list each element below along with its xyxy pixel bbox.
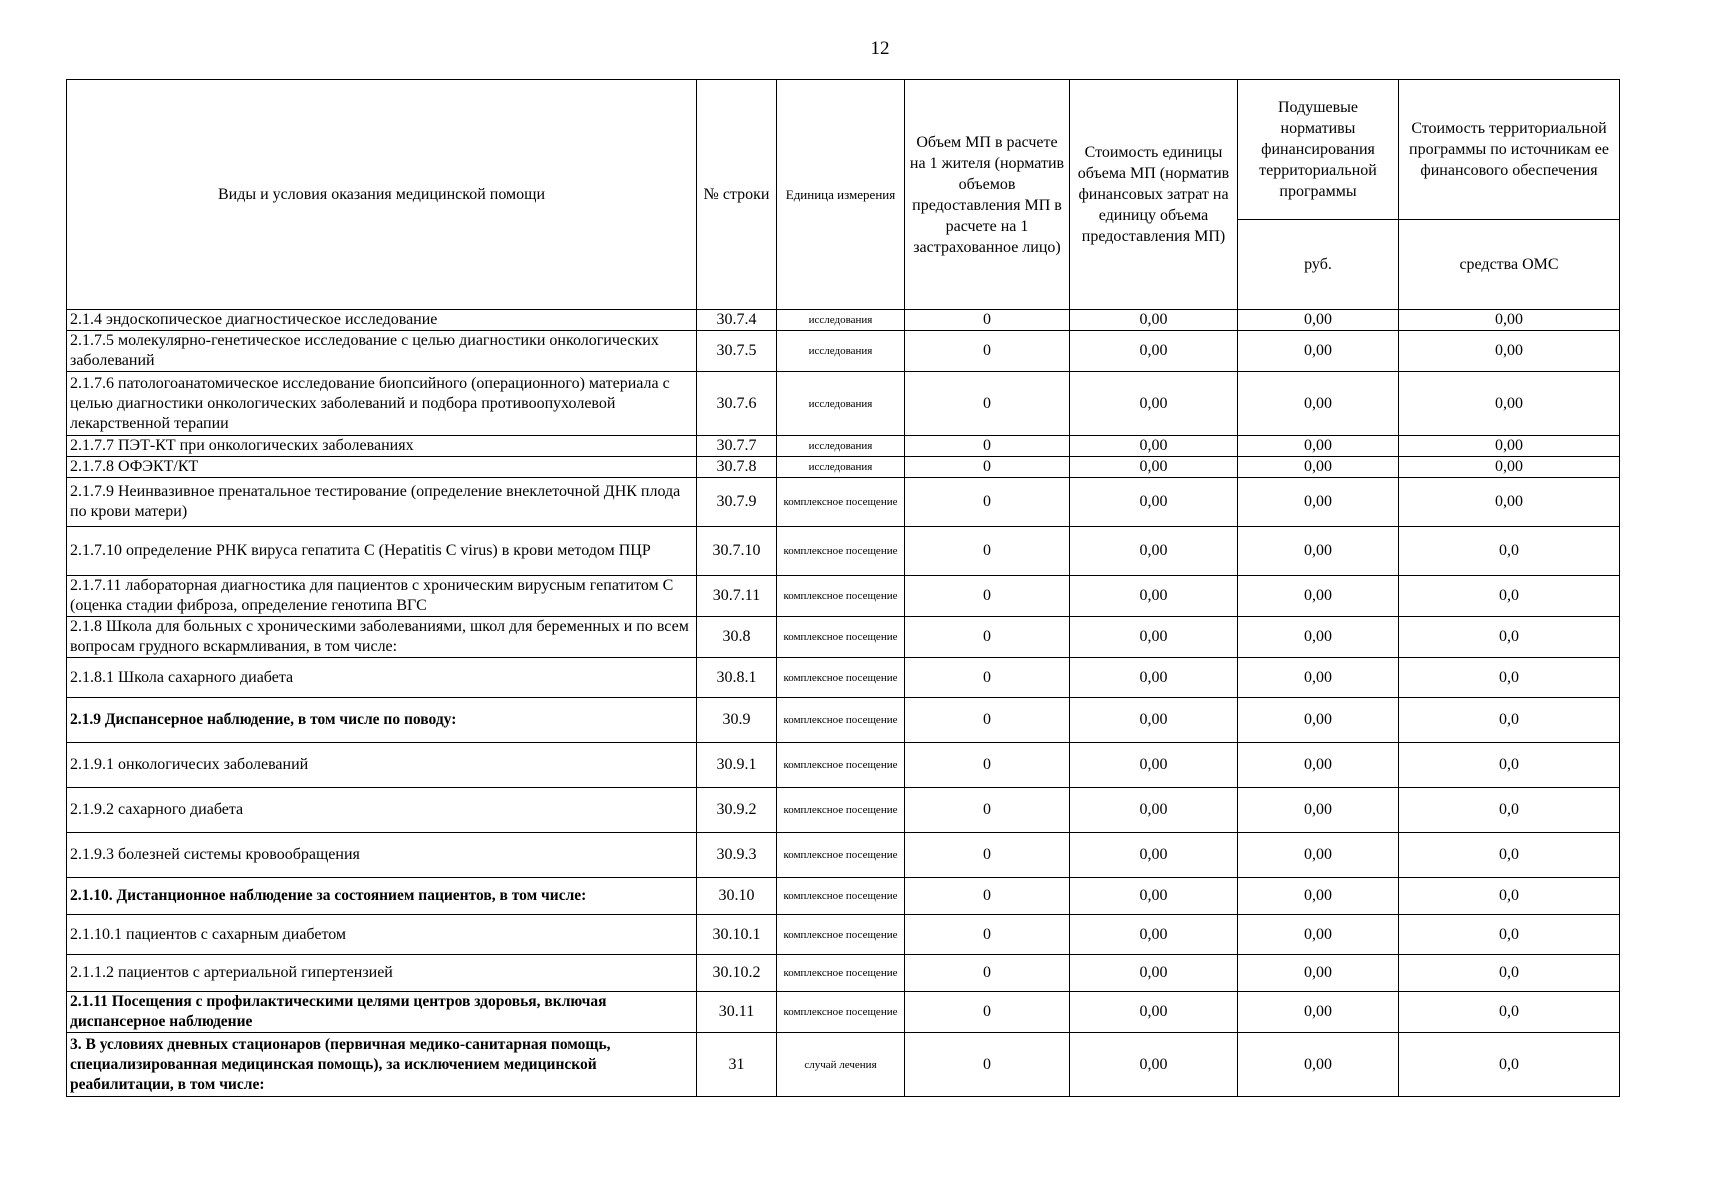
row-unit: исследования <box>777 331 905 372</box>
row-cost: 0,00 <box>1070 698 1238 743</box>
row-volume: 0 <box>905 617 1070 658</box>
row-oms: 0,00 <box>1399 372 1620 436</box>
row-cost: 0,00 <box>1070 878 1238 915</box>
row-per-capita: 0,00 <box>1238 658 1399 698</box>
row-unit: комплексное посещение <box>777 576 905 617</box>
table-row <box>67 788 1620 833</box>
row-volume: 0 <box>905 992 1070 1033</box>
row-per-capita: 0,00 <box>1238 698 1399 743</box>
row-oms: 0,0 <box>1399 833 1620 878</box>
row-cost: 0,00 <box>1070 457 1238 478</box>
row-oms: 0,0 <box>1399 788 1620 833</box>
row-oms: 0,0 <box>1399 915 1620 955</box>
row-cost: 0,00 <box>1070 436 1238 457</box>
row-oms: 0,0 <box>1399 878 1620 915</box>
row-name: 2.1.8.1 Школа сахарного диабета <box>67 658 697 698</box>
row-per-capita: 0,00 <box>1238 331 1399 372</box>
row-unit: комплексное посещение <box>777 658 905 698</box>
row-unit: комплексное посещение <box>777 617 905 658</box>
row-per-capita: 0,00 <box>1238 478 1399 527</box>
row-oms: 0,0 <box>1399 955 1620 992</box>
row-number: 30.10.2 <box>697 955 777 992</box>
table-row <box>67 527 1620 576</box>
row-unit: случай лечения <box>777 1033 905 1097</box>
row-volume: 0 <box>905 878 1070 915</box>
row-per-capita: 0,00 <box>1238 436 1399 457</box>
row-unit: исследования <box>777 436 905 457</box>
table-row <box>67 878 1620 915</box>
row-oms: 0,00 <box>1399 310 1620 331</box>
row-number: 30.7.5 <box>697 331 777 372</box>
row-name: 2.1.7.11 лабораторная диагностика для пациентов с хроническим вирусным гепатитом С (оценка стадии фиброза, определение генотипа ВГС <box>67 576 697 617</box>
row-name: 2.1.10.1 пациентов с сахарным диабетом <box>67 915 697 955</box>
financing-table <box>66 79 1620 1097</box>
row-per-capita: 0,00 <box>1238 878 1399 915</box>
row-per-capita: 0,00 <box>1238 576 1399 617</box>
header-per-capita-unit: руб. <box>1238 220 1399 310</box>
row-cost: 0,00 <box>1070 310 1238 331</box>
row-number: 30.7.9 <box>697 478 777 527</box>
row-oms: 0,0 <box>1399 576 1620 617</box>
row-oms: 0,0 <box>1399 658 1620 698</box>
row-unit: комплексное посещение <box>777 992 905 1033</box>
row-volume: 0 <box>905 833 1070 878</box>
row-number: 30.9.2 <box>697 788 777 833</box>
row-name: 2.1.7.7 ПЭТ-КТ при онкологических заболеваниях <box>67 436 697 457</box>
row-oms: 0,0 <box>1399 743 1620 788</box>
header-row-no: № строки <box>697 80 777 310</box>
table-row <box>67 576 1620 617</box>
row-cost: 0,00 <box>1070 372 1238 436</box>
row-per-capita: 0,00 <box>1238 955 1399 992</box>
header-name: Виды и условия оказания медицинской помощи <box>67 80 697 310</box>
page-number: 12 <box>870 38 890 59</box>
row-name: 3. В условиях дневных стационаров (первичная медико-санитарная помощь, специализированная медицинская помощь), за исключением медицинской реабилитации, в том числе: <box>67 1033 697 1097</box>
row-name: 2.1.9.1 онкологичесих заболеваний <box>67 743 697 788</box>
row-number: 30.11 <box>697 992 777 1033</box>
row-name: 2.1.1.2 пациентов с артериальной гипертензией <box>67 955 697 992</box>
row-volume: 0 <box>905 1033 1070 1097</box>
row-oms: 0,00 <box>1399 331 1620 372</box>
table-row <box>67 457 1620 478</box>
row-volume: 0 <box>905 698 1070 743</box>
row-name: 2.1.4 эндоскопическое диагностическое исследование <box>67 310 697 331</box>
row-name: 2.1.10. Дистанционное наблюдение за состоянием пациентов, в том числе: <box>67 878 697 915</box>
row-cost: 0,00 <box>1070 788 1238 833</box>
row-cost: 0,00 <box>1070 527 1238 576</box>
row-unit: комплексное посещение <box>777 955 905 992</box>
row-volume: 0 <box>905 743 1070 788</box>
row-number: 30.7.10 <box>697 527 777 576</box>
header-per-capita: Подушевые нормативы финансирования территориальной программы <box>1238 80 1399 220</box>
row-number: 30.8 <box>697 617 777 658</box>
table-row <box>67 436 1620 457</box>
row-volume: 0 <box>905 478 1070 527</box>
row-unit: комплексное посещение <box>777 833 905 878</box>
row-cost: 0,00 <box>1070 331 1238 372</box>
row-per-capita: 0,00 <box>1238 372 1399 436</box>
row-oms: 0,0 <box>1399 698 1620 743</box>
row-unit: комплексное посещение <box>777 478 905 527</box>
row-unit: комплексное посещение <box>777 698 905 743</box>
row-name: 2.1.7.9 Неинвазивное пренатальное тестирование (определение внеклеточной ДНК плода по крови матери) <box>67 478 697 527</box>
row-volume: 0 <box>905 457 1070 478</box>
row-name: 2.1.9.3 болезней системы кровообращения <box>67 833 697 878</box>
header-cost: Стоимость единицы объема МП (норматив финансовых затрат на единицу объема предоставления МП) <box>1070 80 1238 310</box>
row-cost: 0,00 <box>1070 658 1238 698</box>
row-volume: 0 <box>905 658 1070 698</box>
row-per-capita: 0,00 <box>1238 527 1399 576</box>
row-cost: 0,00 <box>1070 833 1238 878</box>
row-per-capita: 0,00 <box>1238 833 1399 878</box>
row-volume: 0 <box>905 436 1070 457</box>
row-number: 31 <box>697 1033 777 1097</box>
header-unit: Единица измерения <box>777 80 905 310</box>
table-row <box>67 658 1620 698</box>
row-unit: комплексное посещение <box>777 743 905 788</box>
row-name: 2.1.11 Посещения с профилактическими целями центров здоровья, включая диспансерное наблюдение <box>67 992 697 1033</box>
row-number: 30.9.3 <box>697 833 777 878</box>
row-unit: комплексное посещение <box>777 878 905 915</box>
row-number: 30.7.8 <box>697 457 777 478</box>
row-number: 30.7.6 <box>697 372 777 436</box>
row-volume: 0 <box>905 372 1070 436</box>
row-cost: 0,00 <box>1070 478 1238 527</box>
row-cost: 0,00 <box>1070 992 1238 1033</box>
row-cost: 0,00 <box>1070 1033 1238 1097</box>
row-per-capita: 0,00 <box>1238 457 1399 478</box>
table-row <box>67 478 1620 527</box>
table-body <box>67 310 1620 1097</box>
table-row <box>67 992 1620 1033</box>
row-per-capita: 0,00 <box>1238 992 1399 1033</box>
table-row <box>67 743 1620 788</box>
row-per-capita: 0,00 <box>1238 788 1399 833</box>
row-number: 30.10.1 <box>697 915 777 955</box>
row-name: 2.1.7.10 определение РНК вируса гепатита С (Hepatitis C virus) в крови методом ПЦР <box>67 527 697 576</box>
row-oms: 0,0 <box>1399 527 1620 576</box>
table-row <box>67 372 1620 436</box>
table-row <box>67 955 1620 992</box>
table-row <box>67 617 1620 658</box>
table-row <box>67 833 1620 878</box>
row-name: 2.1.9.2 сахарного диабета <box>67 788 697 833</box>
row-name: 2.1.9 Диспансерное наблюдение, в том числе по поводу: <box>67 698 697 743</box>
row-oms: 0,0 <box>1399 1033 1620 1097</box>
row-cost: 0,00 <box>1070 915 1238 955</box>
row-name: 2.1.7.5 молекулярно-генетическое исследование с целью диагностики онкологических заболеваний <box>67 331 697 372</box>
table-row <box>67 1033 1620 1097</box>
row-number: 30.8.1 <box>697 658 777 698</box>
row-name: 2.1.7.8 ОФЭКТ/КТ <box>67 457 697 478</box>
row-per-capita: 0,00 <box>1238 915 1399 955</box>
table-row <box>67 915 1620 955</box>
row-volume: 0 <box>905 527 1070 576</box>
row-volume: 0 <box>905 576 1070 617</box>
table-row <box>67 698 1620 743</box>
row-oms: 0,0 <box>1399 992 1620 1033</box>
row-cost: 0,00 <box>1070 576 1238 617</box>
row-volume: 0 <box>905 915 1070 955</box>
row-number: 30.7.7 <box>697 436 777 457</box>
row-unit: исследования <box>777 457 905 478</box>
table-header <box>67 80 1620 310</box>
row-volume: 0 <box>905 955 1070 992</box>
row-number: 30.7.4 <box>697 310 777 331</box>
table-row <box>67 310 1620 331</box>
row-per-capita: 0,00 <box>1238 310 1399 331</box>
row-oms: 0,00 <box>1399 436 1620 457</box>
row-unit: исследования <box>777 372 905 436</box>
row-unit: комплексное посещение <box>777 915 905 955</box>
row-number: 30.9 <box>697 698 777 743</box>
row-oms: 0,0 <box>1399 617 1620 658</box>
row-volume: 0 <box>905 331 1070 372</box>
row-per-capita: 0,00 <box>1238 743 1399 788</box>
row-name: 2.1.8 Школа для больных с хроническими заболеваниями, школ для беременных и по всем вопросам грудного вскармливания, в том числе: <box>67 617 697 658</box>
header-territorial-source: средства ОМС <box>1399 220 1620 310</box>
header-volume: Объем МП в расчете на 1 жителя (норматив объемов предоставления МП в расчете на 1 застрахованное лицо) <box>905 80 1070 310</box>
row-number: 30.9.1 <box>697 743 777 788</box>
row-cost: 0,00 <box>1070 617 1238 658</box>
row-volume: 0 <box>905 310 1070 331</box>
row-unit: исследования <box>777 310 905 331</box>
row-volume: 0 <box>905 788 1070 833</box>
header-territorial: Стоимость территориальной программы по источникам ее финансового обеспечения <box>1399 80 1620 220</box>
row-per-capita: 0,00 <box>1238 1033 1399 1097</box>
row-name: 2.1.7.6 патологоанатомическое исследование биопсийного (операционного) материала с целью диагностики онкологических заболеваний и подбора противоопухолевой лекарственной терапии <box>67 372 697 436</box>
row-oms: 0,00 <box>1399 457 1620 478</box>
table-row <box>67 331 1620 372</box>
row-number: 30.10 <box>697 878 777 915</box>
row-cost: 0,00 <box>1070 955 1238 992</box>
row-unit: комплексное посещение <box>777 527 905 576</box>
row-cost: 0,00 <box>1070 743 1238 788</box>
row-per-capita: 0,00 <box>1238 617 1399 658</box>
row-unit: комплексное посещение <box>777 788 905 833</box>
row-oms: 0,00 <box>1399 478 1620 527</box>
row-number: 30.7.11 <box>697 576 777 617</box>
